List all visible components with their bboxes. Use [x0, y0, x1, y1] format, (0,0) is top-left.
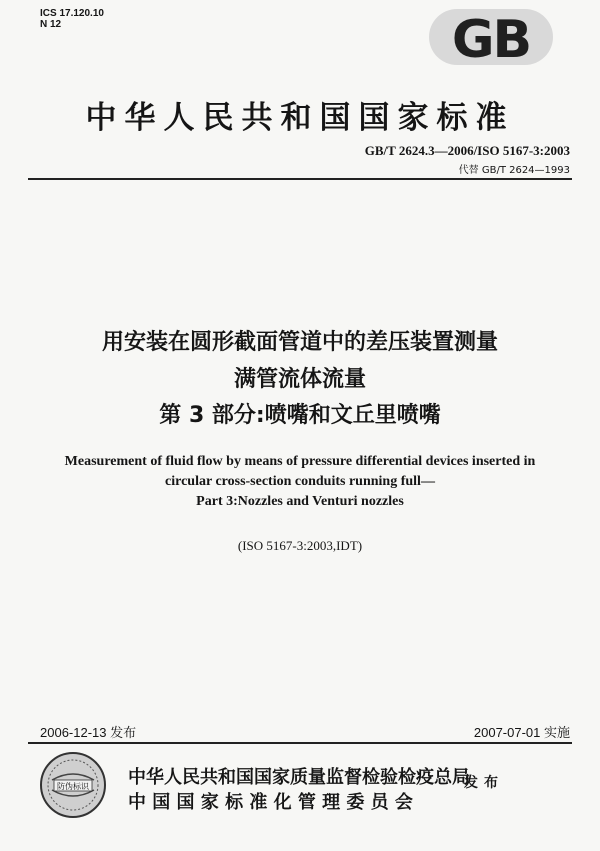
title-cn-line-3: 第 3 部分:喷嘴和文丘里喷嘴: [159, 403, 441, 428]
ccs-code: N 12: [40, 19, 62, 30]
gb-logo-text: GB: [451, 10, 531, 69]
ics-code: ICS 17.120.10: [40, 8, 104, 19]
title-en-line-3: Part 3:Nozzles and Venturi nozzles: [196, 494, 404, 509]
title-cn-line-2: 满管流体流量: [233, 367, 366, 392]
issue-date: 2006-12-13 发布: [40, 725, 137, 740]
publisher-aqsiq: 中华人民共和国国家质量监督检验检疫总局: [128, 767, 470, 788]
title-cn-line-1: 用安装在圆形截面管道中的差压装置测量: [101, 330, 498, 355]
classification-codes: [40, 8, 104, 30]
standard-type: 中华人民共和国国家标准: [85, 100, 515, 136]
title-en-line-2: circular cross-section conduits running full—: [165, 474, 435, 489]
publisher-sac: 中 国 国 家 标 准 化 管 理 委 员 会: [128, 792, 413, 813]
replaces-note: 代替 GB/T 2624—1993: [458, 165, 570, 176]
standard-number: GB/T 2624.3—2006/ISO 5167-3:2003: [364, 143, 570, 158]
gb-logo: [427, 5, 555, 69]
anti-counterfeit-seal-icon: [38, 750, 108, 820]
issue-label: 发布: [464, 775, 504, 791]
bottom-divider: [28, 742, 572, 744]
title-en-line-1: Measurement of fluid flow by means of pressure differential devices inserted in: [64, 454, 536, 469]
top-divider: [28, 178, 572, 180]
seal-text: 防伪标识: [57, 782, 89, 791]
implementation-date: 2007-07-01 实施: [473, 725, 570, 740]
iso-equivalence: (ISO 5167-3:2003,IDT): [237, 538, 363, 553]
